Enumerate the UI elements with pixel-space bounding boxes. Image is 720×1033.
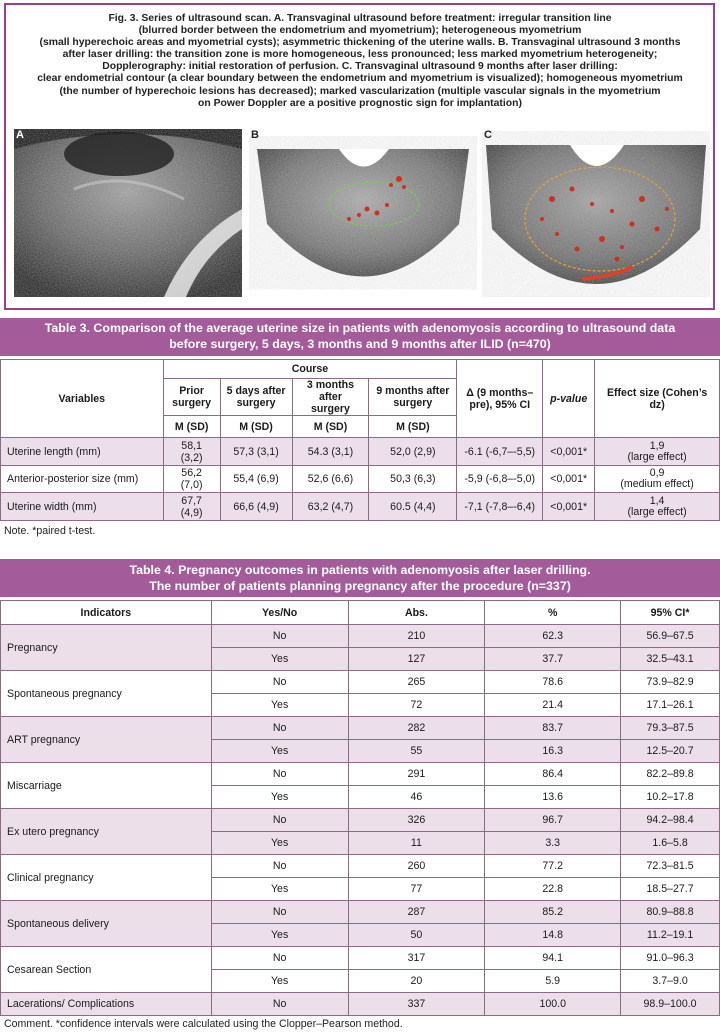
table3-cell-variable: Uterine width (mm) — [1, 493, 164, 521]
table4-cell-indicator: Lacerations/ Complications — [1, 993, 212, 1016]
table-row — [1, 493, 720, 521]
ultrasound-image-a — [14, 129, 242, 297]
table3-cell: 54.3 (3,1) — [292, 438, 369, 466]
table4-cell-ci: 98.9–100.0 — [621, 993, 720, 1016]
table4-cell-yn: Yes — [211, 694, 348, 717]
table4-cell-ci: 80.9–88.8 — [621, 901, 720, 924]
table3-cell: 50,3 (6,3) — [369, 466, 457, 493]
table3-subheader: M (SD) — [220, 416, 292, 438]
ultrasound-panel-c — [482, 129, 710, 297]
table4-cell-ci: 94.2–98.4 — [621, 809, 720, 832]
table4-cell-pct: 77.2 — [485, 855, 621, 878]
effect-value: 1,9 — [649, 439, 665, 452]
table3-cell: 52,6 (6,6) — [292, 466, 369, 493]
table-row — [1, 671, 720, 694]
table3-header-delta: Δ (9 months–pre), 95% CI — [457, 360, 543, 438]
table4-cell-pct: 78.6 — [485, 671, 621, 694]
table4-cell-abs: 20 — [348, 970, 485, 993]
table4-cell-yn: No — [211, 855, 348, 878]
table4-cell-pct: 86.4 — [485, 763, 621, 786]
effect-label: (large effect) — [627, 450, 687, 463]
table4-body — [1, 625, 720, 1016]
table4-cell-ci: 82.2–89.8 — [621, 763, 720, 786]
table4-cell-yn: No — [211, 763, 348, 786]
table4-title-line: Table 4. Pregnancy outcomes in patients with adenomyosis after laser drilling. — [129, 563, 591, 577]
table4-cell-yn: No — [211, 901, 348, 924]
table4-cell-yn: No — [211, 625, 348, 648]
table4-cell-yn: No — [211, 809, 348, 832]
table4-cell-pct: 14.8 — [485, 924, 621, 947]
table4-cell-indicator: Spontaneous pregnancy — [1, 671, 212, 717]
caption-line: Dopplerography: initial restoration of perfusion. C. Transvaginal ultrasound 9 months after laser drilling: — [102, 61, 618, 73]
table-row — [1, 763, 720, 786]
table4-cell-yn: Yes — [211, 878, 348, 901]
table4-header-ci: 95% CI* — [621, 601, 720, 625]
effect-label: (large effect) — [627, 505, 687, 518]
table4-header-pct: % — [485, 601, 621, 625]
table-row — [1, 625, 720, 648]
ultrasound-panel-b — [249, 129, 477, 297]
table4-cell-yn: No — [211, 671, 348, 694]
caption-line: (blurred border between the endometrium and myometrium); heterogeneous myometrium — [138, 25, 582, 37]
table3-cell-delta: -5,9 (-6,8–-5,0) — [457, 466, 543, 493]
panel-label-b: B — [251, 129, 259, 141]
table4-cell-ci: 73.9–82.9 — [621, 671, 720, 694]
effect-value: 1,4 — [649, 494, 665, 507]
table3-cell-delta: -7,1 (-7,8–-6,4) — [457, 493, 543, 521]
table-row — [1, 947, 720, 970]
table4-cell-abs: 291 — [348, 763, 485, 786]
table3-header-course: Course — [163, 360, 457, 379]
table4-cell-abs: 210 — [348, 625, 485, 648]
figure-caption — [16, 13, 704, 110]
table4-cell-pct: 21.4 — [485, 694, 621, 717]
table4-cell-pct: 62.3 — [485, 625, 621, 648]
table3-cell-p: <0,001* — [543, 493, 595, 521]
table4-cell-indicator: Spontaneous delivery — [1, 901, 212, 947]
table4-cell-abs: 337 — [348, 993, 485, 1016]
table4 — [0, 600, 720, 1016]
table-row — [1, 993, 720, 1016]
table3-title-line: Table 3. Comparison of the average uterine size in patients with adenomyosis according to ultrasound data — [44, 321, 676, 335]
ultrasound-image-b — [249, 129, 477, 297]
table4-cell-pct: 3.3 — [485, 832, 621, 855]
table4-cell-abs: 326 — [348, 809, 485, 832]
table4-cell-yn: No — [211, 717, 348, 740]
table3-header-effect: Effect size (Cohen’s dz) — [595, 360, 720, 438]
table3-cell-p: <0,001* — [543, 438, 595, 466]
table3-cell-p: <0,001* — [543, 466, 595, 493]
table4-cell-ci: 1.6–5.8 — [621, 832, 720, 855]
caption-line: after laser drilling: the transition zone is more homogeneous, less pronounced; less marked myometrium heterogeneity; — [62, 49, 658, 61]
table4-cell-ci: 91.0–96.3 — [621, 947, 720, 970]
table4-comment: Comment. *confidence intervals were calculated using the Clopper–Pearson method. — [4, 1018, 403, 1030]
table3-cell-effect — [595, 493, 720, 521]
table4-cell-ci: 32.5–43.1 — [621, 648, 720, 671]
table4-cell-indicator: Ex utero pregnancy — [1, 809, 212, 855]
caption-line: clear endometrial contour (a clear boundary between the endometrium and myometrium is visualized); homogeneous myometrium — [37, 73, 683, 85]
table-row — [1, 466, 720, 493]
table3-cell: 56,2 (7,0) — [163, 466, 220, 493]
table4-cell-abs: 72 — [348, 694, 485, 717]
table3-title — [0, 318, 720, 356]
table4-cell-ci: 72.3–81.5 — [621, 855, 720, 878]
table3-header-pvalue: p-value — [543, 360, 595, 438]
table4-cell-yn: Yes — [211, 786, 348, 809]
table4-cell-pct: 85.2 — [485, 901, 621, 924]
table3-note: Note. *paired t-test. — [4, 525, 96, 537]
table-row — [1, 438, 720, 466]
table3-header-col2: 5 days after surgery — [220, 379, 292, 416]
table4-cell-ci: 12.5–20.7 — [621, 740, 720, 763]
table3-cell: 66,6 (4,9) — [220, 493, 292, 521]
table4-cell-yn: Yes — [211, 924, 348, 947]
table4-cell-abs: 77 — [348, 878, 485, 901]
table4-cell-abs: 50 — [348, 924, 485, 947]
panel-label-c: C — [484, 129, 492, 141]
table3-cell: 55,4 (6,9) — [220, 466, 292, 493]
table3-subheader: M (SD) — [369, 416, 457, 438]
table4-cell-ci: 17.1–26.1 — [621, 694, 720, 717]
table-row — [1, 809, 720, 832]
effect-label: (medium effect) — [620, 478, 694, 490]
ultrasound-image-c — [482, 129, 710, 297]
table4-cell-ci: 10.2–17.8 — [621, 786, 720, 809]
table4-cell-abs: 127 — [348, 648, 485, 671]
table-row — [1, 855, 720, 878]
table3-header-col1: Prior surgery — [163, 379, 220, 416]
table4-cell-indicator: Miscarriage — [1, 763, 212, 809]
table3-cell: 58,1 (3,2) — [163, 438, 220, 466]
table3-cell-variable: Uterine length (mm) — [1, 438, 164, 466]
table4-cell-yn: Yes — [211, 648, 348, 671]
table3-cell: 60.5 (4,4) — [369, 493, 457, 521]
table4-cell-pct: 94.1 — [485, 947, 621, 970]
table4-cell-indicator: Clinical pregnancy — [1, 855, 212, 901]
table4-cell-pct: 5.9 — [485, 970, 621, 993]
caption-line: on Power Doppler are a positive prognostic sign for implantation) — [198, 97, 522, 109]
table4-cell-ci: 11.2–19.1 — [621, 924, 720, 947]
table4-cell-ci: 79.3–87.5 — [621, 717, 720, 740]
table3 — [0, 359, 720, 521]
table3-cell: 67,7 (4,9) — [163, 493, 220, 521]
table3-cell-effect — [595, 438, 720, 466]
table3-cell: 57,3 (3,1) — [220, 438, 292, 466]
table4-cell-yn: Yes — [211, 832, 348, 855]
table4-title — [0, 559, 720, 597]
ultrasound-panel-a — [14, 129, 242, 297]
table3-cell-variable: Anterior-posterior size (mm) — [1, 466, 164, 493]
table4-cell-ci: 56.9–67.5 — [621, 625, 720, 648]
effect-value: 0,9 — [649, 467, 665, 479]
table4-cell-abs: 317 — [348, 947, 485, 970]
table3-title-line: before surgery, 5 days, 3 months and 9 months after ILID (n=470) — [169, 336, 551, 351]
table3-cell: 52,0 (2,9) — [369, 438, 457, 466]
table-row — [1, 901, 720, 924]
table4-cell-indicator: ART pregnancy — [1, 717, 212, 763]
table4-cell-abs: 55 — [348, 740, 485, 763]
caption-line: (small hyperechoic areas and myometrial cysts); asymmetric thickening of the uterine walls. B. Transvaginal ultrasound 3 months — [39, 37, 681, 49]
table4-cell-abs: 287 — [348, 901, 485, 924]
table3-header-variables: Variables — [1, 360, 164, 438]
table4-cell-pct: 96.7 — [485, 809, 621, 832]
table4-cell-yn: No — [211, 993, 348, 1016]
table4-header-indicators: Indicators — [1, 601, 212, 625]
table4-cell-pct: 16.3 — [485, 740, 621, 763]
table4-cell-pct: 22.8 — [485, 878, 621, 901]
table3-subheader: M (SD) — [292, 416, 369, 438]
table3-header-col4: 9 months after surgery — [369, 379, 457, 416]
table3-cell: 63,2 (4,7) — [292, 493, 369, 521]
caption-line: Fig. 3. Series of ultrasound scan. A. Transvaginal ultrasound before treatment: irregular transition line — [108, 13, 612, 24]
table4-cell-abs: 46 — [348, 786, 485, 809]
table4-header-yesno: Yes/No — [211, 601, 348, 625]
table4-cell-abs: 11 — [348, 832, 485, 855]
table4-cell-abs: 282 — [348, 717, 485, 740]
table4-cell-yn: Yes — [211, 740, 348, 763]
table4-cell-indicator: Cesarean Section — [1, 947, 212, 993]
table4-cell-indicator: Pregnancy — [1, 625, 212, 671]
table4-title-line: The number of patients planning pregnancy after the procedure (n=337) — [149, 578, 571, 593]
table4-cell-ci: 3.7–9.0 — [621, 970, 720, 993]
table4-cell-pct: 100.0 — [485, 993, 621, 1016]
caption-line: (the number of hyperechoic lesions has decreased); marked vascularization (multiple vascular signals in the myometrium — [59, 85, 661, 97]
table4-cell-yn: Yes — [211, 970, 348, 993]
table-row — [1, 717, 720, 740]
table4-cell-abs: 265 — [348, 671, 485, 694]
table4-cell-ci: 18.5–27.7 — [621, 878, 720, 901]
table4-cell-abs: 260 — [348, 855, 485, 878]
table3-cell-effect — [595, 466, 720, 493]
table4-header-abs: Abs. — [348, 601, 485, 625]
table4-cell-yn: No — [211, 947, 348, 970]
table4-cell-pct: 13.6 — [485, 786, 621, 809]
table3-header-col3: 3 months after surgery — [292, 379, 369, 416]
table4-cell-pct: 83.7 — [485, 717, 621, 740]
panel-label-a: A — [16, 129, 24, 141]
figure-box — [4, 3, 715, 310]
table4-cell-pct: 37.7 — [485, 648, 621, 671]
table3-subheader: M (SD) — [163, 416, 220, 438]
table3-cell-delta: -6.1 (-6,7–-5,5) — [457, 438, 543, 466]
